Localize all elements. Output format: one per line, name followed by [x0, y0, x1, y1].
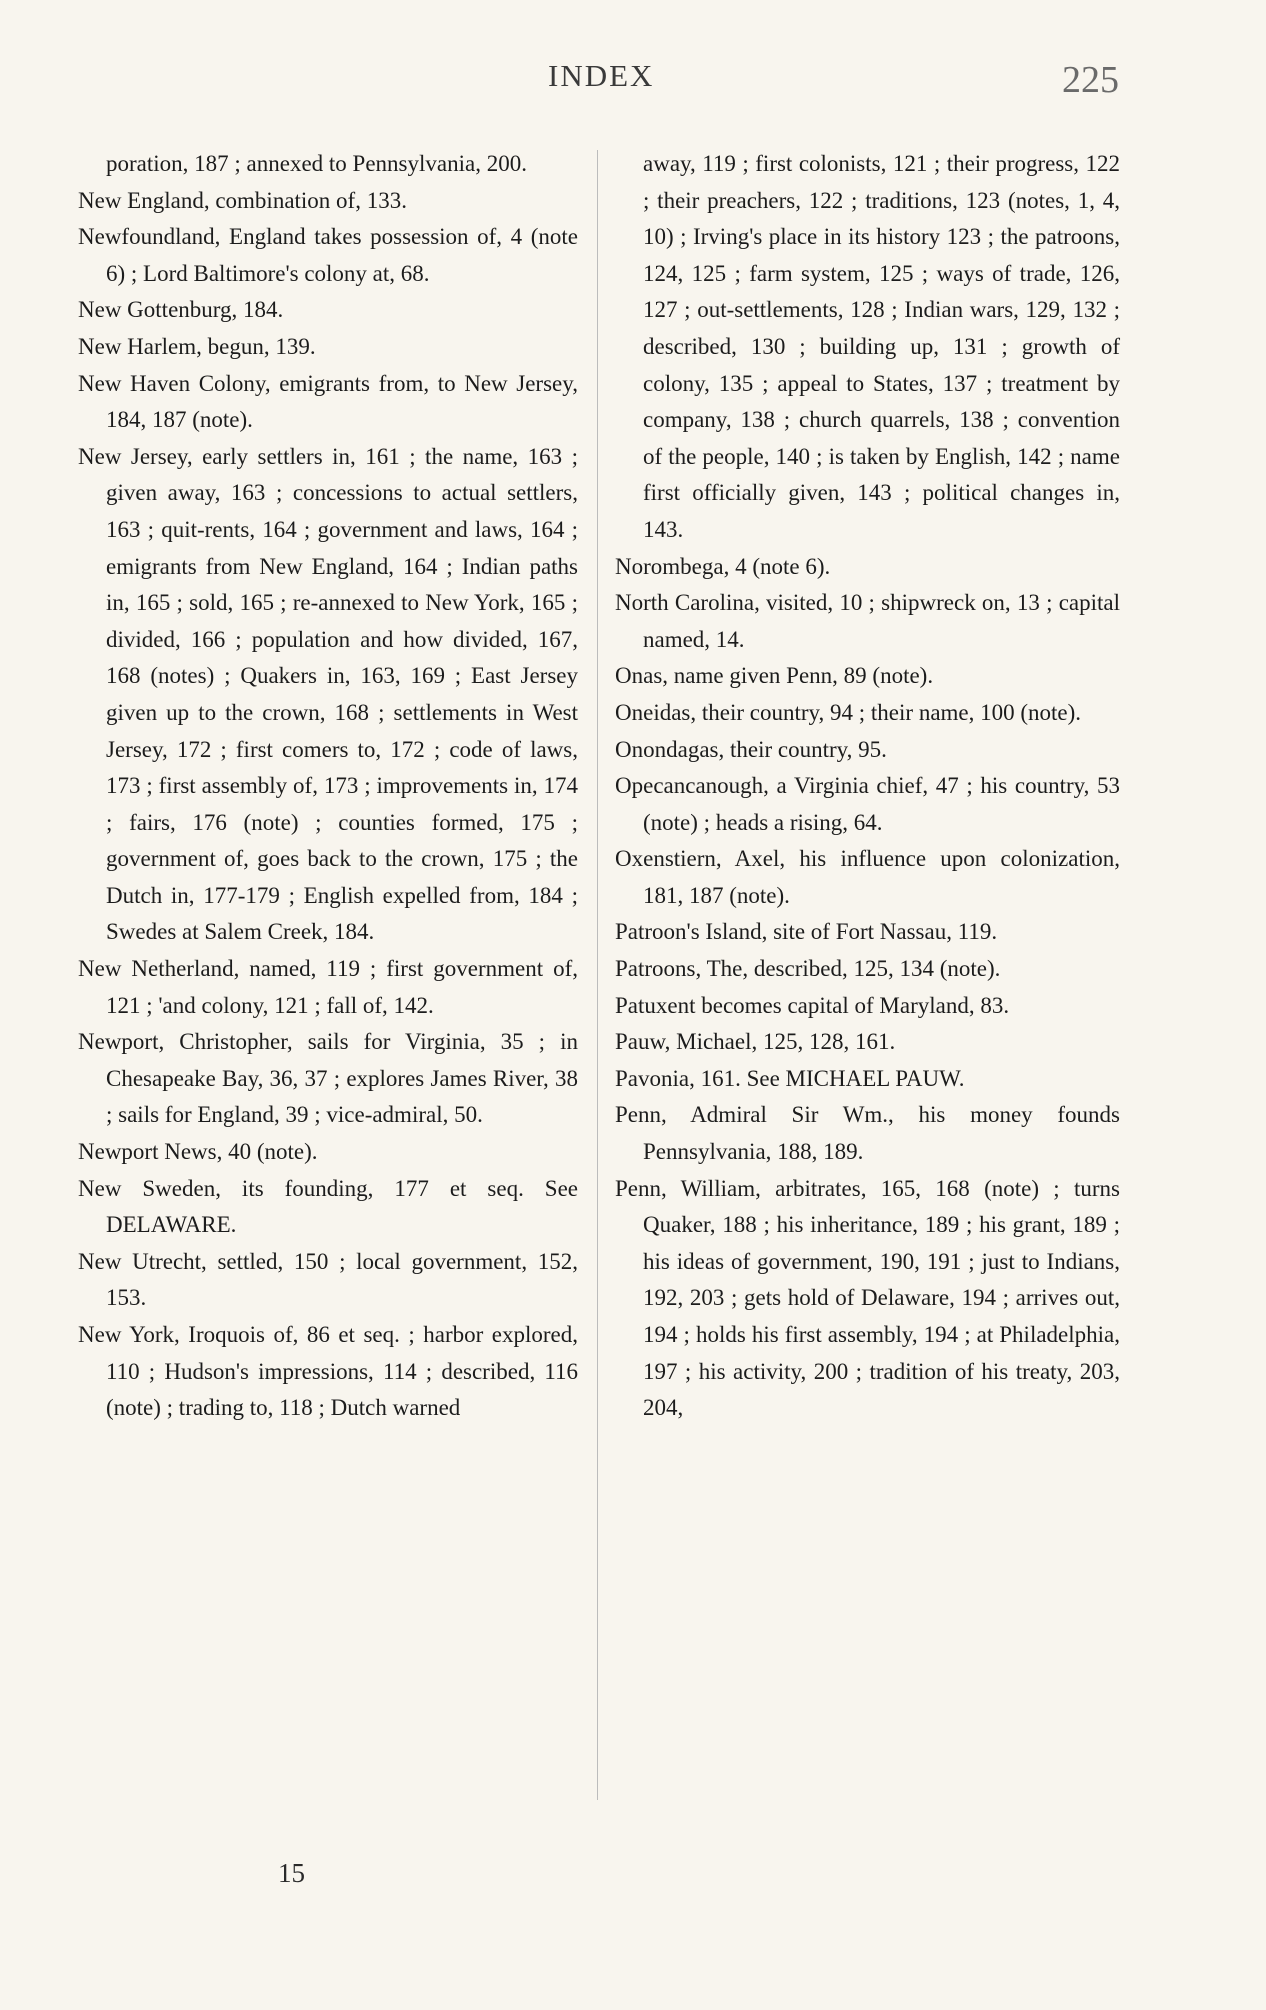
left-column: [78, 146, 578, 1427]
index-entry: North Carolina, visited, 10 ; shipwreck on, 13 ; capital named, 14.: [615, 590, 1120, 652]
index-entry: Patuxent becomes capital of Maryland, 83.: [615, 992, 1010, 1018]
index-entry: Opecancanough, a Virginia chief, 47 ; his country, 53 (note) ; heads a rising, 64.: [615, 773, 1120, 835]
index-entry: New Jersey, early settlers in, 161 ; the name, 163 ; given away, 163 ; concessions to actual settlers, 163 ; quit-rents, 164 ; government and laws, 164 ; emigrants from New England, 164 ; Indian paths in, 165 ; sold, 165 ; re-annexed to New York, 165 ; divided, 166 ; population and how divided, 167, 168 (notes) ; Quakers in, 163, 169 ; East Jersey given up to the crown, 168 ; settlements in West Jersey, 172 ; first comers to, 172 ; code of laws, 173 ; first assembly of, 173 ; improvements in, 174 ; fairs, 176 (note) ; counties formed, 175 ; government of, goes back to the crown, 175 ; the Dutch in, 177-179 ; English expelled from, 184 ; Swedes at Salem Creek, 184.: [78, 443, 578, 945]
index-entry: New Harlem, begun, 139.: [78, 333, 316, 359]
index-entry: New England, combination of, 133.: [78, 187, 407, 213]
page-number: 225: [1062, 59, 1119, 101]
index-entry: New Netherland, named, 119 ; first government of, 121 ; 'and colony, 121 ; fall of, 142.: [78, 956, 578, 1018]
index-entry: New Utrecht, settled, 150 ; local government, 152, 153.: [78, 1248, 578, 1311]
index-entry: Pauw, Michael, 125, 128, 161.: [615, 1029, 896, 1055]
right-column: [615, 146, 1120, 1427]
index-entry: Oxenstiern, Axel, his influence upon colonization, 181, 187 (note).: [615, 846, 1120, 908]
index-entry: Newport, Christopher, sails for Virginia, 35 ; in Chesapeake Bay, 36, 37 ; explores James River, 38 ; sails for England, 39 ; vice-admiral, 50.: [78, 1029, 578, 1128]
index-entry: Patroons, The, described, 125, 134 (note).: [615, 956, 1001, 982]
index-entry: Newport News, 40 (note).: [78, 1139, 318, 1165]
index-entry: New Sweden, its founding, 177 et seq. See DELAWARE.: [78, 1175, 578, 1238]
index-entry: New Gottenburg, 184.: [78, 297, 284, 323]
signature-mark: 15: [278, 1858, 305, 1888]
running-title: INDEX: [548, 58, 655, 93]
index-entry: Oneidas, their country, 94 ; their name, 100 (note).: [615, 699, 1082, 725]
running-head: [0, 58, 1266, 108]
index-entry: Patroon's Island, site of Fort Nassau, 119.: [615, 919, 998, 945]
index-entry: New Haven Colony, emigrants from, to New Jersey, 184, 187 (note).: [78, 370, 578, 433]
column-divider: [597, 150, 598, 1800]
index-entry: Newfoundland, England takes possession of, 4 (note 6) ; Lord Baltimore's colony at, 68.: [78, 224, 578, 286]
index-entry: Onas, name given Penn, 89 (note).: [615, 663, 934, 689]
index-entry: Penn, William, arbitrates, 165, 168 (note) ; turns Quaker, 188 ; his inheritance, 189 ; his grant, 189 ; his ideas of government, 190, 191 ; just to Indians, 192, 203 ; gets hold of Delaware, 194 ; arrives out, 194 ; holds his first assembly, 194 ; at Philadelphia, 197 ; his activity, 200 ; tradition of his treaty, 203, 204,: [615, 1175, 1120, 1421]
index-entry: Pavonia, 161. See MICHAEL PAUW.: [615, 1065, 965, 1091]
index-entry: New York, Iroquois of, 86 et seq. ; harbor explored, 110 ; Hudson's impressions, 114 ; described, 116 (note) ; trading to, 118 ; Dutch warned: [78, 1322, 578, 1421]
index-entry: away, 119 ; first colonists, 121 ; their progress, 122 ; their preachers, 122 ; traditions, 123 (notes, 1, 4, 10) ; Irving's place in its history 123 ; the patroons, 124, 125 ; farm system, 125 ; ways of trade, 126, 127 ; out-settlements, 128 ; Indian wars, 129, 132 ; described, 130 ; building up, 131 ; growth of colony, 135 ; appeal to States, 137 ; treatment by company, 138 ; church quarrels, 138 ; convention of the people, 140 ; is taken by English, 142 ; name first officially given, 143 ; political changes in, 143.: [643, 151, 1120, 542]
index-entry: Penn, Admiral Sir Wm., his money founds Pennsylvania, 188, 189.: [615, 1102, 1120, 1165]
index-entry: Onondagas, their country, 95.: [615, 736, 887, 762]
index-entry: Norombega, 4 (note 6).: [615, 553, 831, 579]
index-entry: poration, 187 ; annexed to Pennsylvania, 200.: [106, 151, 527, 176]
